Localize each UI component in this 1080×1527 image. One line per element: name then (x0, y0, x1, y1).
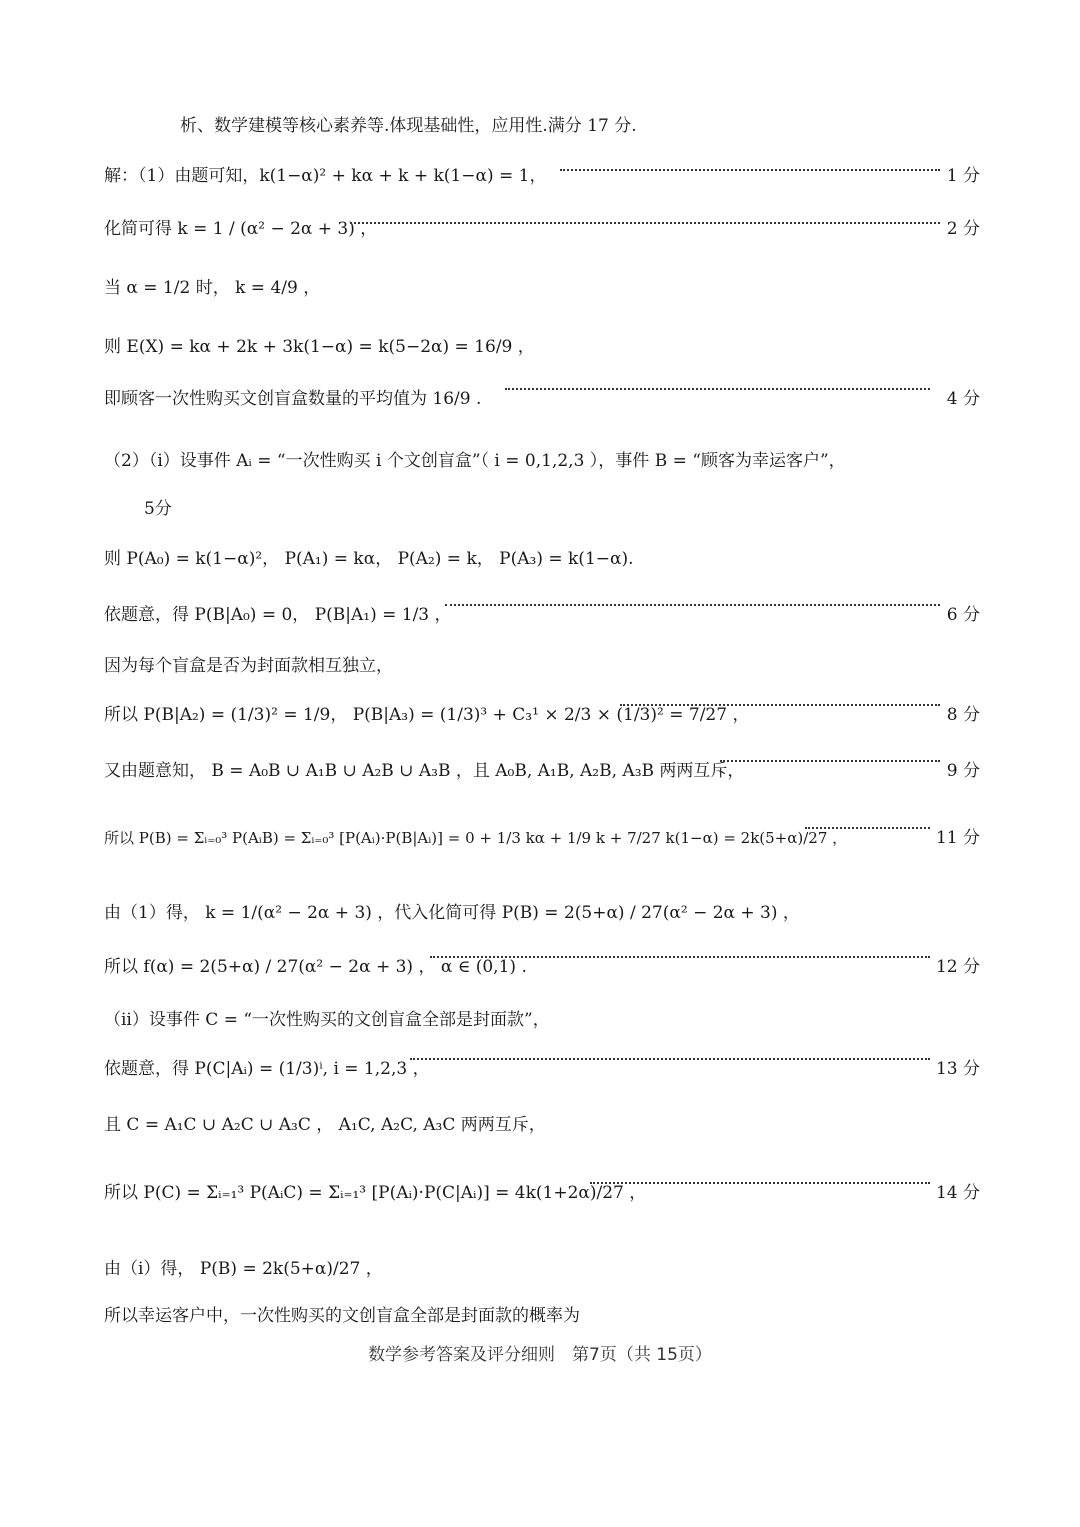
score-label: 12 分 (935, 957, 980, 977)
score-label: 2 分 (946, 219, 980, 239)
score-leader (350, 222, 940, 224)
line-text: 依题意，得 P(C|Aᵢ) = (1/3)ⁱ, i = 1,2,3 ， (104, 1059, 430, 1079)
score-label: 13 分 (935, 1059, 980, 1079)
score-leader (505, 388, 930, 390)
score-label: 8 分 (946, 705, 980, 725)
line-text: 由（i）得， P(B) = 2k(5+α)/27 ， (104, 1259, 383, 1279)
line-text: 所以 P(B|A₂) = (1/3)² = 1/9， P(B|A₃) = (1/3)³ + C₃¹ × 2/3 × (1/3)² = 7/27 ， (104, 705, 750, 725)
score-leader (410, 1058, 930, 1060)
line-text: 因为每个盲盒是否为封面款相互独立， (104, 656, 393, 676)
line-text: 由（1）得， k = 1/(α² − 2α + 3) ，代入化简可得 P(B) = 2(5+α) / 27(α² − 2α + 3) ， (104, 903, 800, 923)
line-text: （ii）设事件 C = “一次性购买的文创盲盒全部是封面款”， (104, 1010, 550, 1030)
line-text: 所以 P(B) = Σᵢ₌₀³ P(AᵢB) = Σᵢ₌₀³ [P(Aᵢ)·P(B|Aᵢ)] = 0 + 1/3 kα + 1/9 k + 7/27 k(1−α) = 2k(5+α)/27 ， (104, 829, 848, 847)
score-label: 14 分 (935, 1183, 980, 1203)
intro-text: 析、数学建模等核心素养等.体现基础性，应用性.满分 17 分. (180, 116, 637, 136)
line-text: 解：（1）由题可知，k(1−α)² + kα + k + k(1−α) = 1， (104, 166, 547, 186)
line-text: 所以 P(C) = Σᵢ₌₁³ P(AᵢC) = Σᵢ₌₁³ [P(Aᵢ)·P(C|Aᵢ)] = 4k(1+2α)/27 ， (104, 1183, 647, 1203)
score-leader (445, 604, 940, 606)
line-text: 依题意，得 P(B|A₀) = 0， P(B|A₁) = 1/3 ， (104, 605, 452, 625)
score-label: 1 分 (946, 166, 980, 186)
page-footer: 数学参考答案及评分细则 第7页（共 15页） (368, 1345, 712, 1365)
score-leader (720, 760, 940, 762)
score-label: 4 分 (946, 389, 980, 409)
line-text: 即顾客一次性购买文创盲盒数量的平均值为 16/9 . (104, 389, 482, 409)
score-leader (620, 704, 940, 706)
line-text: 化简可得 k = 1 / (α² − 2α + 3) ， (104, 219, 378, 239)
line-text: 所以 f(α) = 2(5+α) / 27(α² − 2α + 3) ， α ∈ (0,1) . (104, 957, 527, 977)
line-text: 又由题意知， B = A₀B ∪ A₁B ∪ A₂B ∪ A₃B ，且 A₀B, A₁B, A₂B, A₃B 两两互斥， (104, 761, 745, 781)
score-leader (805, 827, 930, 829)
line-text: 所以幸运客户中，一次性购买的文创盲盒全部是封面款的概率为 (104, 1306, 580, 1326)
score-label: 11 分 (935, 828, 980, 848)
score-note: 5分 (144, 499, 172, 519)
score-leader (590, 1182, 930, 1184)
score-label: 9 分 (946, 761, 980, 781)
line-text: 且 C = A₁C ∪ A₂C ∪ A₃C ， A₁C, A₂C, A₃C 两两互斥， (104, 1115, 546, 1135)
line-text: （2）（i）设事件 Aᵢ = “一次性购买 i 个文创盲盒”（ i = 0,1,2,3 ），事件 B = “顾客为幸运客户”， (104, 451, 846, 471)
line-text: 则 E(X) = kα + 2k + 3k(1−α) = k(5−2α) = 16/9 ， (104, 337, 535, 357)
score-label: 6 分 (946, 605, 980, 625)
line-text: 当 α = 1/2 时， k = 4/9 ， (104, 278, 321, 298)
line-text: 则 P(A₀) = k(1−α)²， P(A₁) = kα， P(A₂) = k， P(A₃) = k(1−α). (104, 549, 634, 569)
score-leader (560, 169, 940, 171)
score-leader (430, 956, 930, 958)
